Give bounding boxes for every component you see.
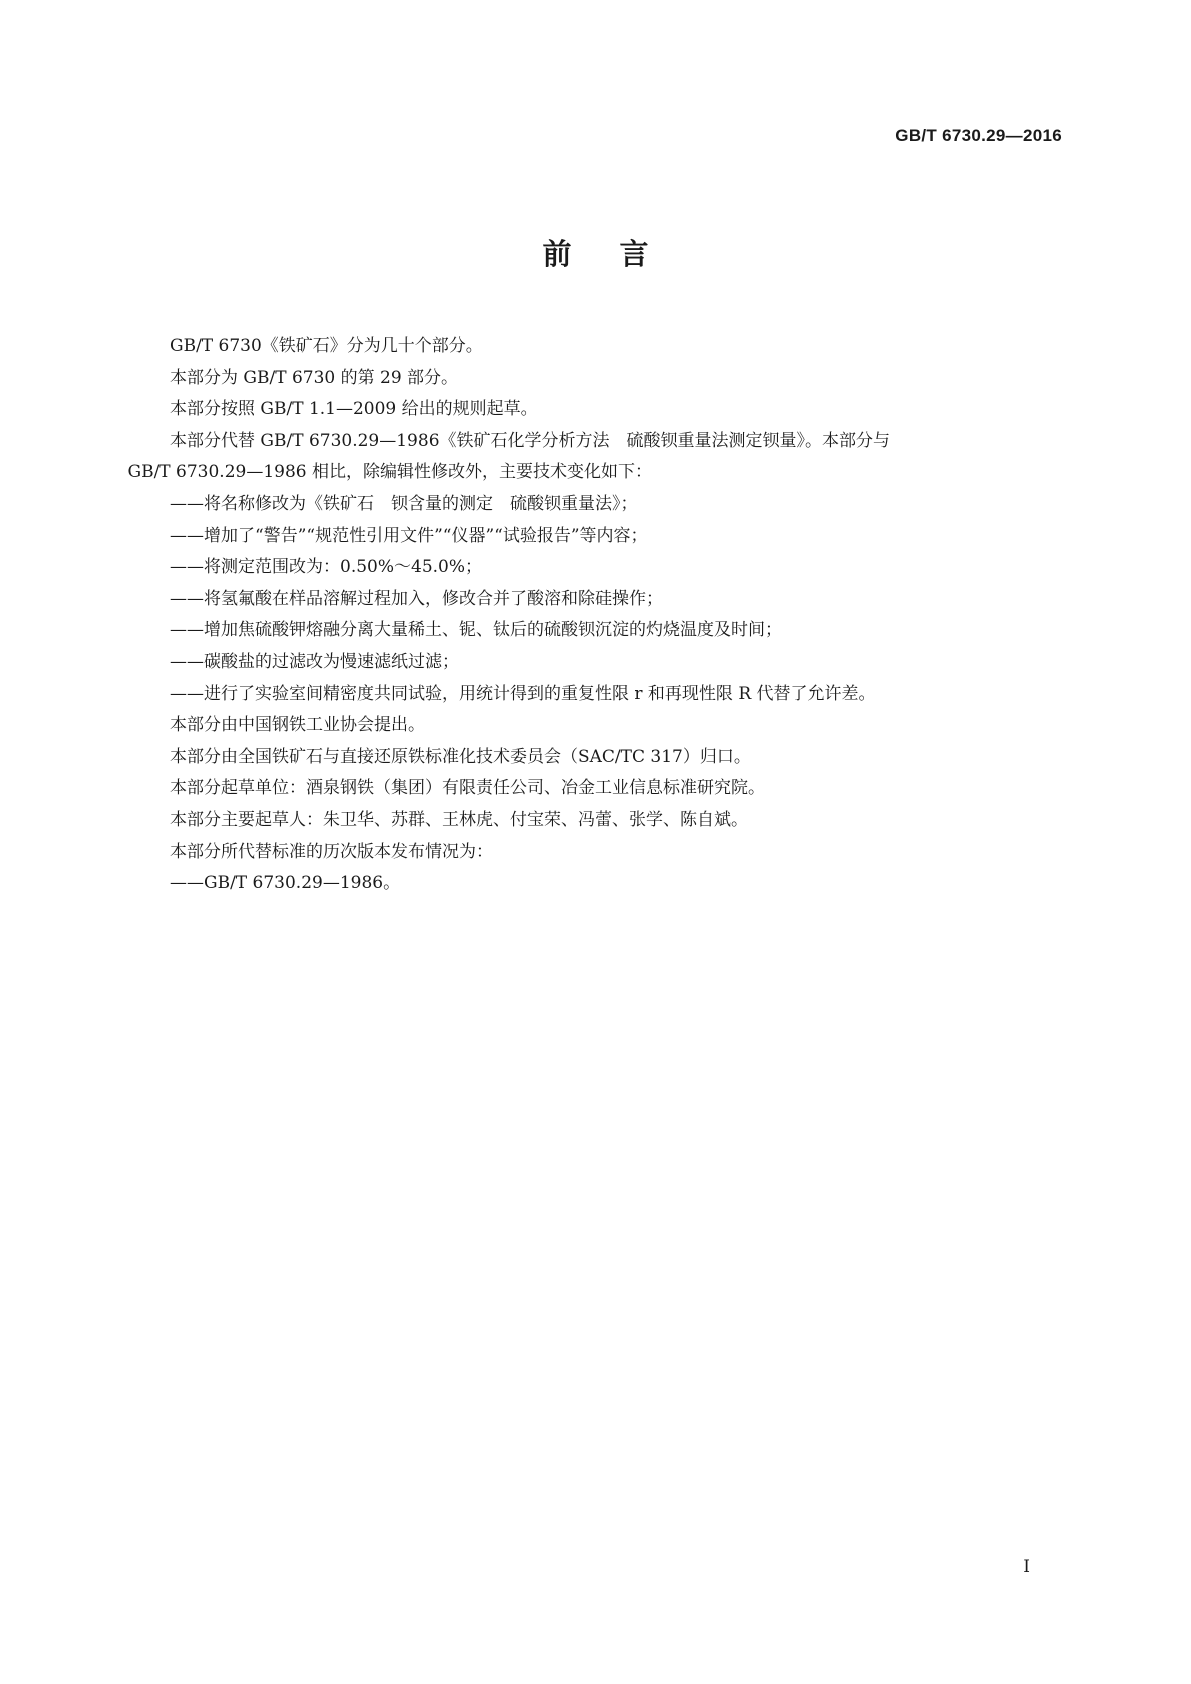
change-item: ——将名称修改为《铁矿石 钡含量的测定 硫酸钡重量法》； [170,493,638,514]
history-item: ——GB/T 6730.29—1986。 [170,873,401,894]
standard-number: GB/T 6730.29—2016 [895,126,1062,145]
paragraph-drafters: 本部分主要起草人：朱卫华、苏群、王林虎、付宝荣、冯蕾、张学、陈自斌。 [170,809,748,830]
paragraph-drafting-rules: 本部分按照 GB/T 1.1—2009 给出的规则起草。 [170,399,538,420]
foreword-body [127,331,1066,900]
change-item: ——将氢氟酸在样品溶解过程加入，修改合并了酸溶和除硅操作； [170,588,663,609]
paragraph-replaces-line2: GB/T 6730.29—1986 相比，除编辑性修改外，主要技术变化如下： [127,462,653,483]
paragraph-replaces-line1: 本部分代替 GB/T 6730.29—1986《铁矿石化学分析方法 硫酸钡重量法测定钡量》。本部分与 [170,430,891,451]
change-item: ——进行了实验室间精密度共同试验，用统计得到的重复性限 r 和再现性限 R 代替了允许差。 [170,683,876,704]
paragraph-parts: GB/T 6730《铁矿石》分为几十个部分。 [170,336,483,356]
page-number: I [1023,1557,1030,1577]
change-item: ——将测定范围改为：0.50%～45.0%； [170,557,483,578]
change-item: ——碳酸盐的过滤改为慢速滤纸过滤； [170,651,459,672]
page-title: 前言 [542,237,697,271]
paragraph-centralized-by: 本部分由全国铁矿石与直接还原铁标准化技术委员会（SAC/TC 317）归口。 [170,746,751,767]
paragraph-drafting-units: 本部分起草单位：酒泉钢铁（集团）有限责任公司、冶金工业信息标准研究院。 [170,778,765,799]
paragraph-history-intro: 本部分所代替标准的历次版本发布情况为： [170,841,493,862]
change-item: ——增加焦硫酸钾熔融分离大量稀土、铌、钛后的硫酸钡沉淀的灼烧温度及时间； [170,620,782,641]
change-item: ——增加了“警告”“规范性引用文件”“仪器”“试验报告”等内容； [170,525,648,546]
paragraph-proposed-by: 本部分由中国钢铁工业协会提出。 [170,715,425,736]
paragraph-part-number: 本部分为 GB/T 6730 的第 29 部分。 [170,367,459,388]
